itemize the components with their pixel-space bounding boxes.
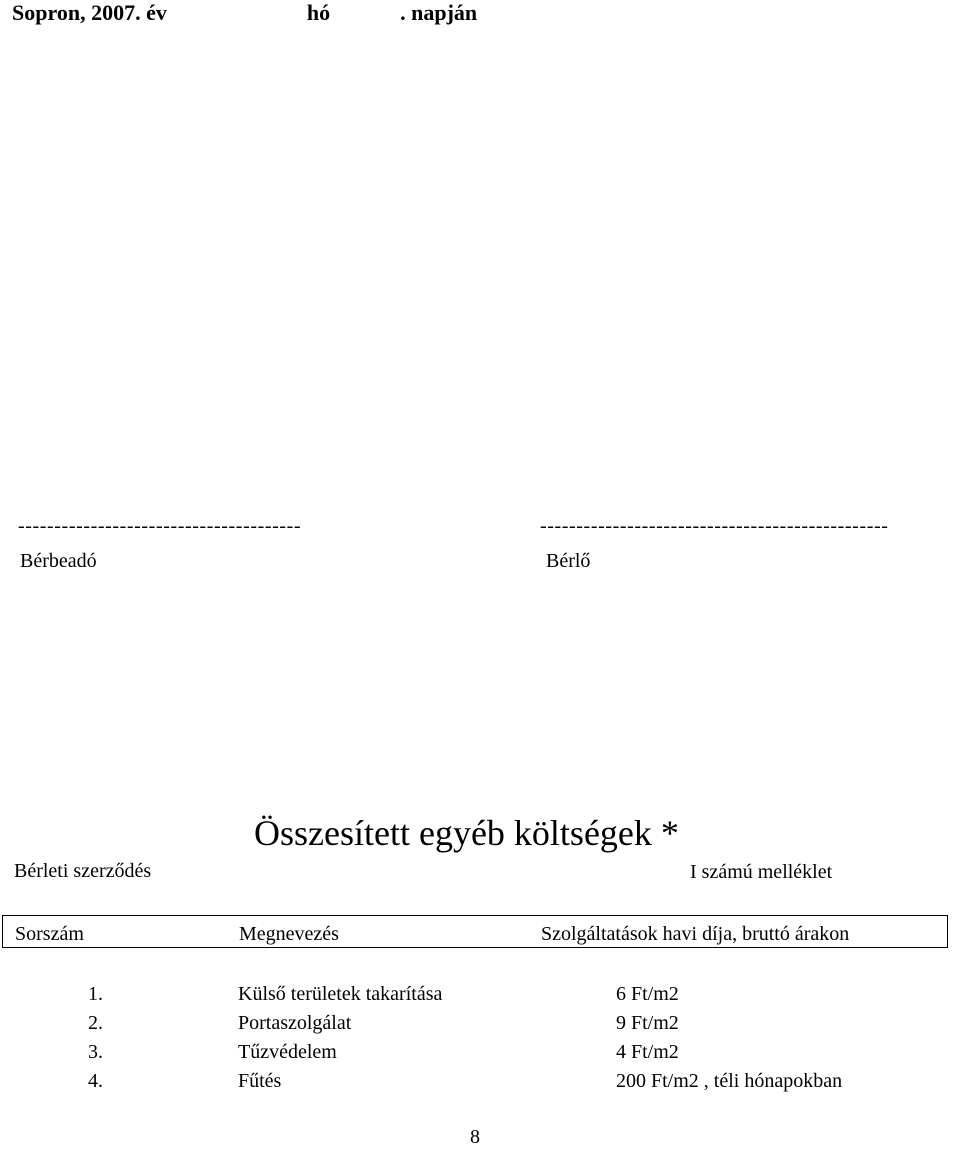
lessor-signature-line: --------------------------------------- xyxy=(18,515,302,537)
date-line xyxy=(12,0,477,26)
contract-label: Bérleti szerződés xyxy=(14,860,152,882)
row-number: 1. xyxy=(88,983,103,1005)
column-header-number: Sorszám xyxy=(15,923,84,945)
annex-label: I számú melléklet xyxy=(690,861,833,883)
table-row xyxy=(0,983,960,1013)
table-row xyxy=(0,1070,960,1100)
column-header-name: Megnevezés xyxy=(239,923,339,945)
lessor-label: Bérbeadó xyxy=(20,550,97,572)
row-number: 2. xyxy=(88,1012,103,1034)
row-fee: 6 Ft/m2 xyxy=(616,983,679,1005)
row-name: Portaszolgálat xyxy=(238,1012,352,1034)
row-number: 4. xyxy=(88,1070,103,1092)
table-row xyxy=(0,1012,960,1042)
row-number: 3. xyxy=(88,1041,103,1063)
month-label: hó xyxy=(306,0,331,25)
row-name: Tűzvédelem xyxy=(238,1041,337,1063)
day-label: . napján xyxy=(400,0,478,25)
row-fee: 4 Ft/m2 xyxy=(616,1041,679,1063)
page-number: 8 xyxy=(470,1126,480,1148)
row-fee: 9 Ft/m2 xyxy=(616,1012,679,1034)
row-name: Fűtés xyxy=(238,1070,282,1092)
row-name: Külső területek takarítása xyxy=(238,983,443,1005)
column-header-fee: Szolgáltatások havi díja, bruttó árakon xyxy=(541,923,850,945)
row-fee: 200 Ft/m2 , téli hónapokban xyxy=(616,1070,843,1092)
cost-table-header xyxy=(2,915,948,948)
annex-title: Összesített egyéb költségek * xyxy=(254,813,679,853)
place-date: Sopron, 2007. év xyxy=(12,0,167,25)
tenant-signature-line: ------------------------------------------------ xyxy=(540,515,889,537)
table-row xyxy=(0,1041,960,1071)
tenant-label: Bérlő xyxy=(546,550,591,572)
